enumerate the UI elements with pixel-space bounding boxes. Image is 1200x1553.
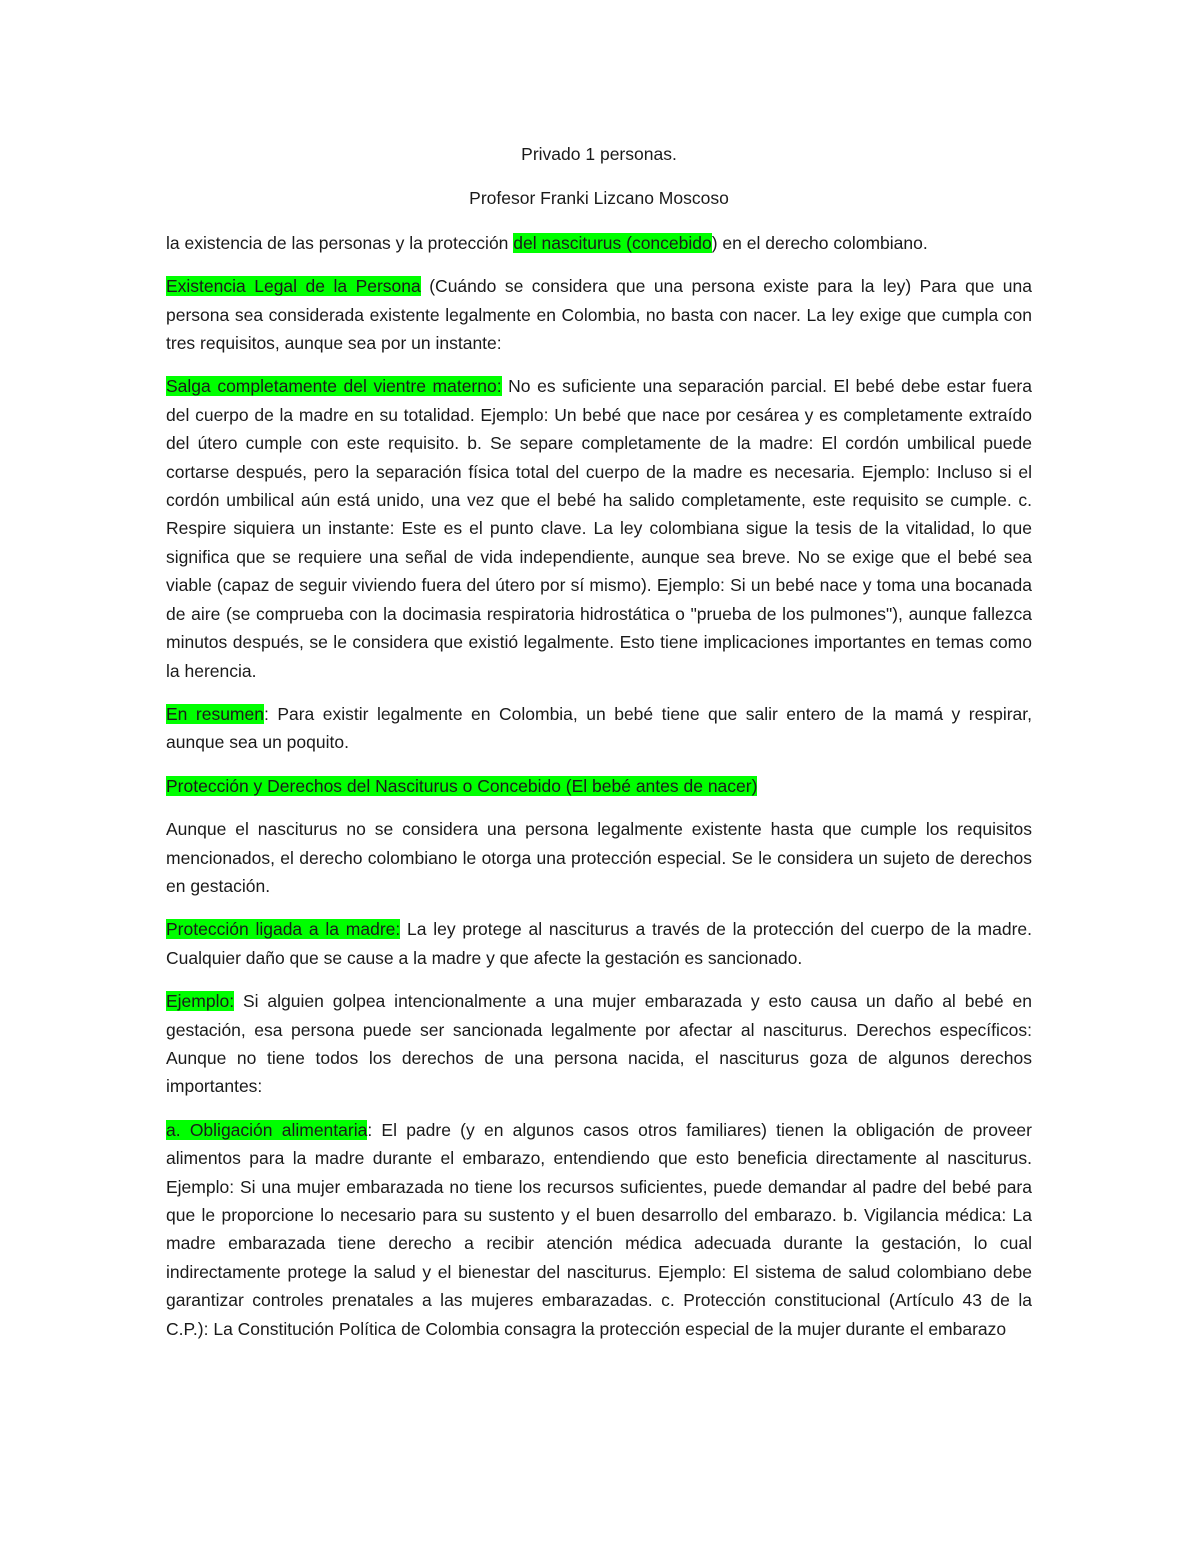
food-obligation-heading: a. Obligación alimentaria xyxy=(166,1119,368,1140)
food-obligation-paragraph xyxy=(166,1116,1032,1343)
intro-text-before: la existencia de las personas y la protección xyxy=(166,232,514,253)
requirements-paragraph xyxy=(166,372,1032,684)
mother-protection-heading: Protección ligada a la madre: xyxy=(166,919,401,940)
intro-text-after: ) en el derecho colombiano. xyxy=(711,232,928,253)
legal-existence-text: (Cuándo se considera que una persona existe para la ley) Para que una persona sea considerada existente legalmente en Colombia, no basta con nacer. La ley exige que cumpla con tres requisitos, aunque sea por un instante: xyxy=(166,276,1032,354)
document-body xyxy=(166,140,1032,1358)
nasciturus-heading: Protección y Derechos del Nasciturus o Concebido (El bebé antes de nacer) xyxy=(166,775,758,796)
nasciturus-paragraph: Aunque el nasciturus no se considera una persona legalmente existente hasta que cumple los requisitos mencionados, el derecho colombiano le otorga una protección especial. Se le considera un sujeto de derechos en gestación. xyxy=(166,819,1032,896)
professor-name: Profesor Franki Lizcano Moscoso xyxy=(469,188,729,209)
example-text: Si alguien golpea intencionalmente a una mujer embarazada y esto causa un daño al bebé en gestación, esa persona puede ser sancionada legalmente por afectar al nasciturus. Derechos específicos: Aunque no tiene todos los derechos de una persona nacida, el nasciturus goza de algunos derechos importantes: xyxy=(166,991,1032,1097)
requirements-heading: Salga completamente del vientre materno: xyxy=(166,376,502,397)
document-title: Privado 1 personas. xyxy=(521,144,677,164)
intro-paragraph xyxy=(166,229,1032,257)
intro-highlight: del nasciturus (concebido xyxy=(513,232,712,253)
mother-protection-text: La ley protege al nasciturus a través de la protección del cuerpo de la madre. Cualquier daño que se cause a la madre y que afecte la gestación es sancionado. xyxy=(166,919,1032,968)
legal-existence-heading: Existencia Legal de la Persona xyxy=(166,276,421,297)
example-paragraph xyxy=(166,987,1032,1101)
summary-text: : Para existir legalmente en Colombia, un bebé tiene que salir entero de la mamá y respirar, aunque sea un poquito. xyxy=(166,703,1032,753)
food-obligation-text: : El padre (y en algunos casos otros familiares) tienen la obligación de proveer alimentos para la madre durante el embarazo, entendiendo que esto beneficia directamente al nasciturus. Ejemplo: Si una mujer embarazada no tiene los recursos suficientes, puede demandar al padre del bebé para que le proporcione lo necesario para su sustento y el buen desarrollo del embarazo. b. Vigilancia médica: La madre embarazada tiene derecho a recibir atención médica adecuada durante la gestación, lo cual indirectamente protege la salud y el bienestar del nasciturus. Ejemplo: El sistema de salud colombiano debe garantizar controles prenatales a las mujeres embarazadas. c. Protección constitucional (Artículo 43 de la C.P.): La Constitución Política de Colombia consagra la protección especial de la mujer durante el embarazo xyxy=(166,1119,1032,1339)
legal-existence-paragraph xyxy=(166,272,1032,357)
mother-protection-paragraph xyxy=(166,915,1032,972)
summary-heading: En resumen xyxy=(166,703,264,724)
example-heading: Ejemplo: xyxy=(166,991,235,1012)
requirements-text: No es suficiente una separación parcial. El bebé debe estar fuera del cuerpo de la madre en su totalidad. Ejemplo: Un bebé que nace por cesárea y es completamente extraído del útero cumple con este requisito. b. Se separe completamente de la madre: El cordón umbilical puede cortarse después, pero la separación física total del cuerpo de la madre es necesaria. Ejemplo: Incluso si el cordón umbilical aún está unido, una vez que el bebé ha salido completamente, este requisito se cumple. c. Respire siquiera un instante: Este es el punto clave. La ley colombiana sigue la tesis de la vitalidad, lo que significa que se requiere una señal de vida independiente, aunque sea breve. No se exige que el bebé sea viable (capaz de seguir viviendo fuera del útero por sí mismo). Ejemplo: Si un bebé nace y toma una bocanada de aire (se comprueba con la docimasia respiratoria hidrostática o "prueba de los pulmones"), aunque fallezca minutos después, se le considera que existió legalmente. Esto tiene implicaciones importantes en temas como la herencia. xyxy=(166,376,1032,681)
summary-paragraph xyxy=(166,700,1032,757)
nasciturus-heading-paragraph xyxy=(166,772,1032,800)
